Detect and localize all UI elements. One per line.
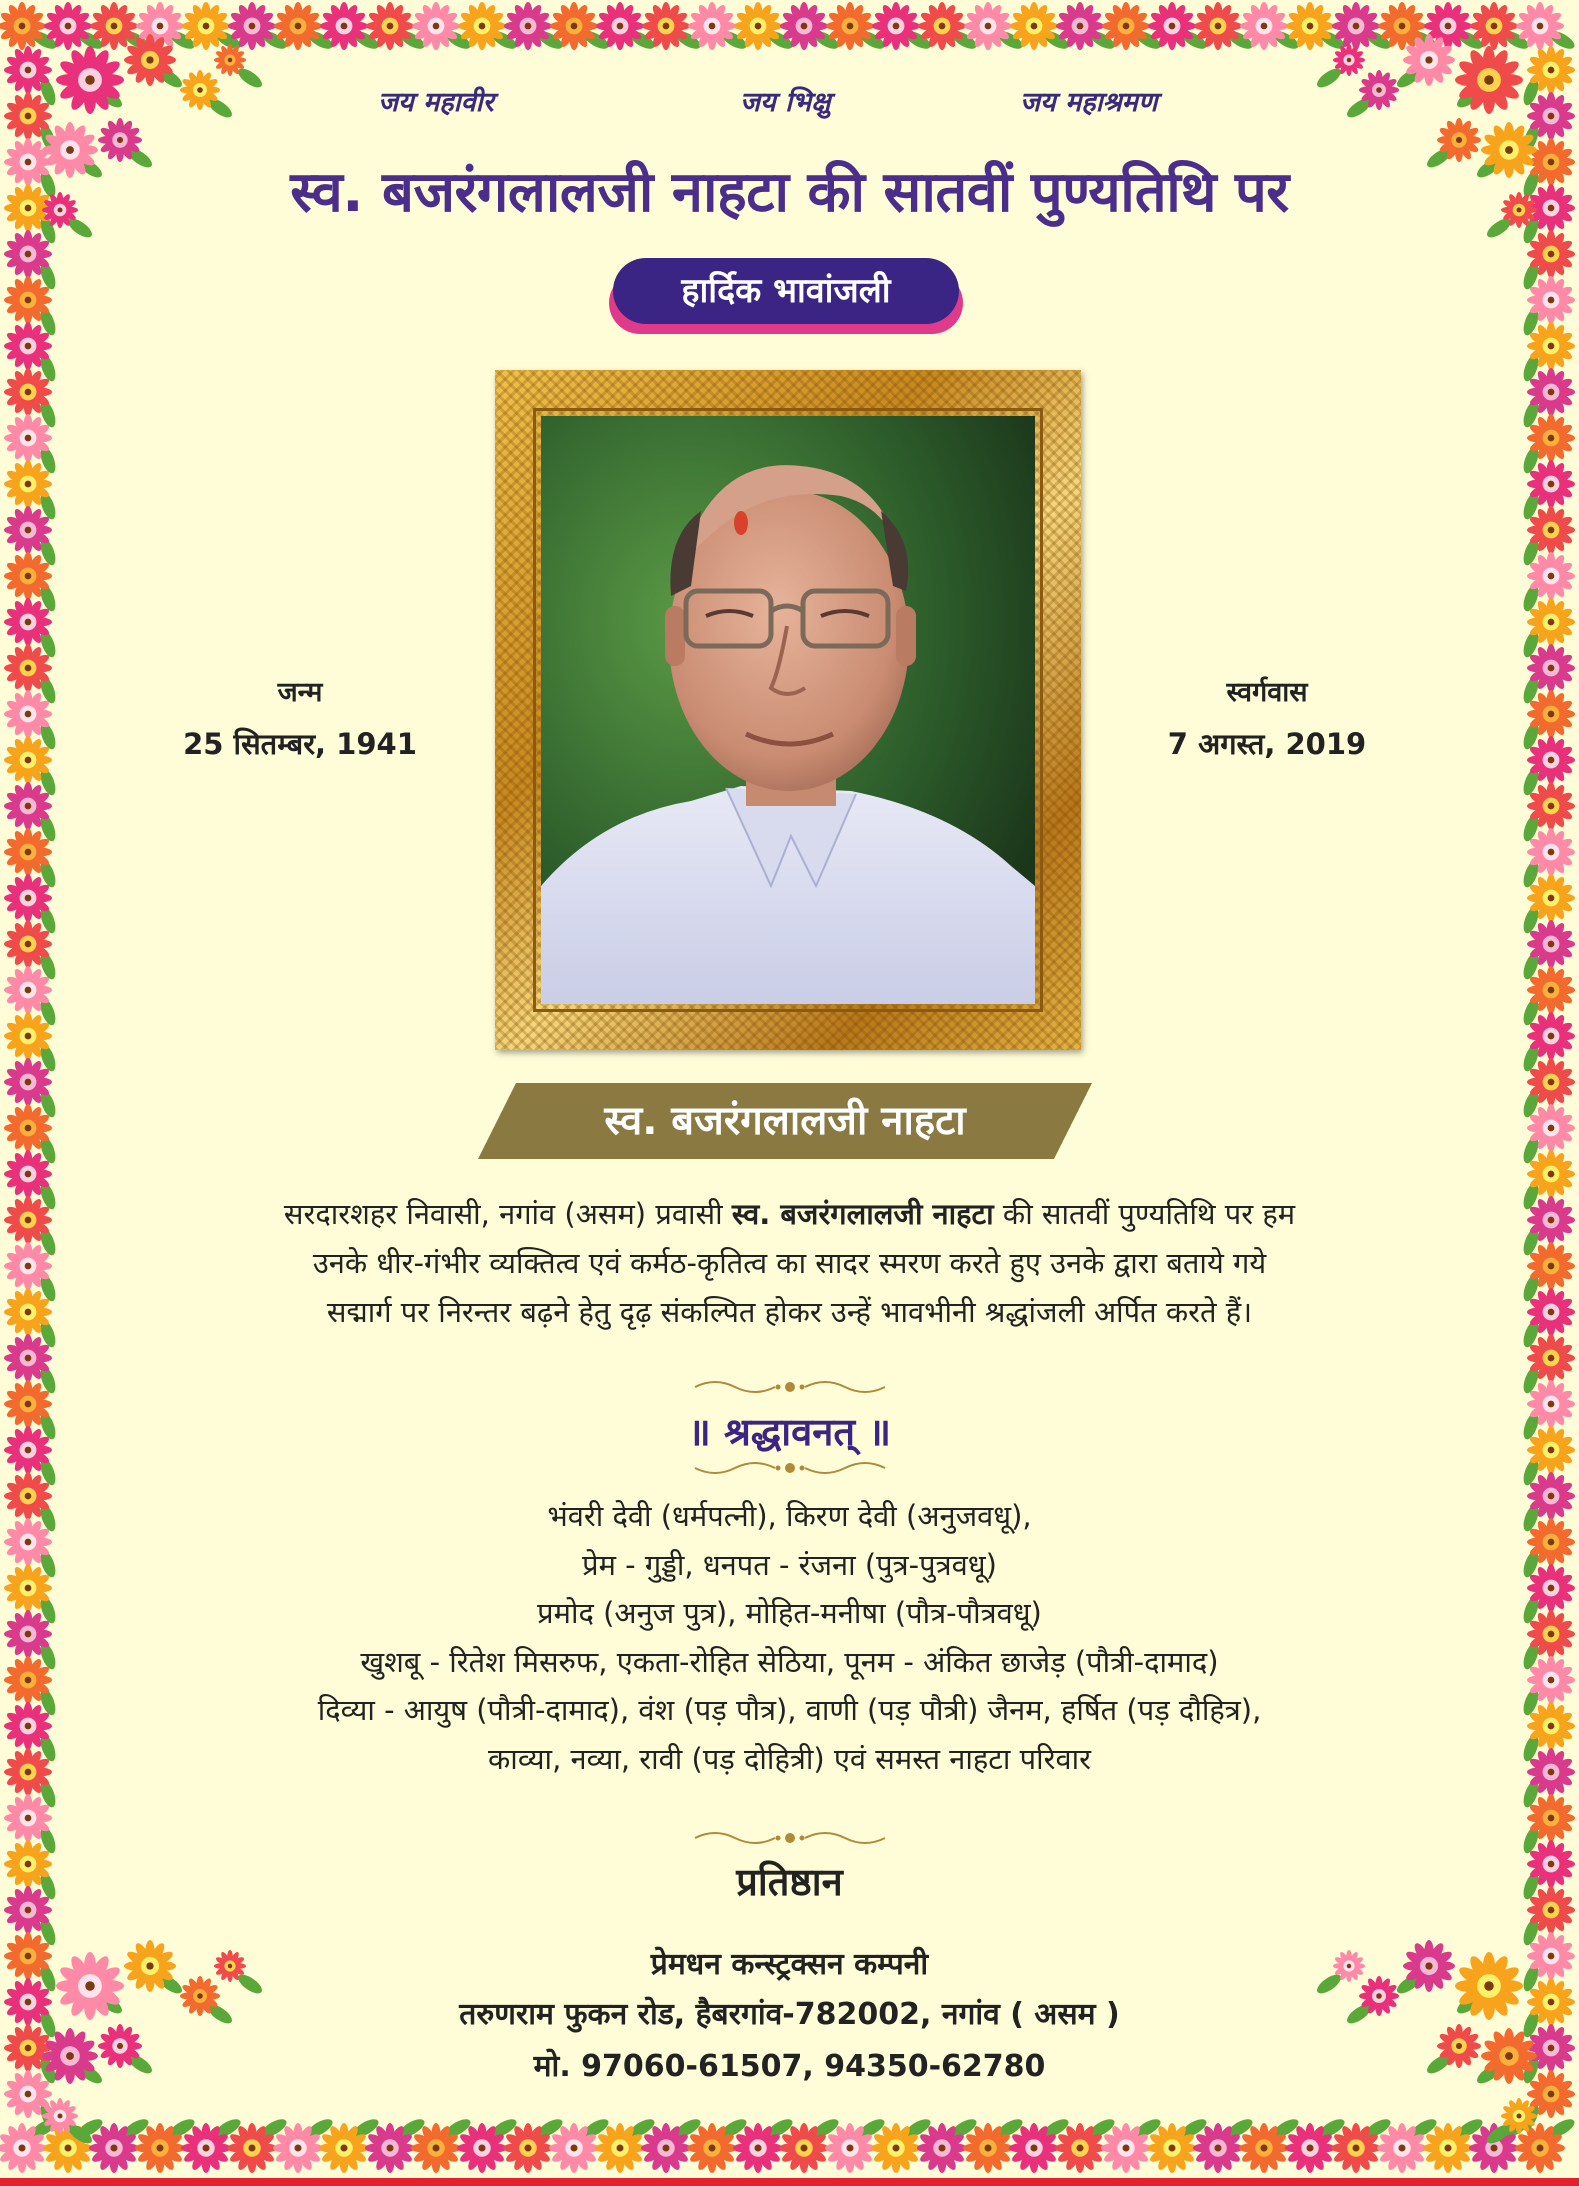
death-date: 7 अगस्त, 2019 [1167, 727, 1367, 761]
name-banner [478, 1083, 1092, 1159]
tribute-line-1 [160, 1190, 1419, 1239]
family-line: भंवरी देवी (धर्मपत्नी), किरण देवी (अनुजवधू), [547, 1499, 1032, 1533]
leaf-decoration [1314, 65, 1344, 91]
company-address: तरुणराम फुकन रोड, हैबरगांव-782002, नगांव ( असम ) [459, 1997, 1120, 2032]
company-phone: मो. 97060-61507, 94350-62780 [533, 2049, 1046, 2084]
badge-label: हार्दिक भावांजली [613, 258, 959, 324]
tribute-name-bold: स्व. बजरंगलालजी नाहटा [731, 1197, 994, 1231]
name-banner-label: स्व. बजरंगलालजी नाहटा [604, 1098, 966, 1144]
family-line: खुशबू - रितेश मिसरुफ, एकता-रोहित सेठिया, पूनम - अंकित छाजेड़ (पौत्री-दामाद) [360, 1644, 1219, 1679]
tribute-line-1-end: की सातवीं पुण्यतिथि पर हम [1002, 1197, 1296, 1231]
page-title: स्व. बजरंगलालजी नाहटा की सातवीं पुण्यतिथि पर [290, 160, 1289, 225]
jai-mahashraman: जय महाश्रमण [1020, 87, 1158, 118]
portrait-photo [541, 416, 1035, 1004]
pratishthan-heading: प्रतिष्ठान [736, 1860, 843, 1904]
company-name: प्रेमधन कन्स्ट्रक्सन कम्पनी [650, 1947, 929, 1982]
shraddhavanat-heading: ॥ श्रद्धावनत् ॥ [688, 1410, 891, 1454]
family-line: दिव्या - आयुष (पौत्री-दामाद), वंश (पड़ पौत्र), वाणी (पड़ पौत्री) जैनम, हर्षित (पड़ दौहित्र), [317, 1693, 1262, 1727]
jai-bhikshu: जय भिक्षु [740, 87, 831, 118]
ornamental-divider [690, 1828, 890, 1848]
ornamental-divider [690, 1377, 890, 1397]
tribute-line-1-start: सरदारशहर निवासी, नगांव (असम) प्रवासी [283, 1197, 723, 1231]
tribute-line-3: सद्मार्ग पर निरन्तर बढ़ने हेतु दृढ़ संकल्पित होकर उन्हें भावभीनी श्रद्धांजली अर्पित करते हैं। [326, 1295, 1253, 1329]
death-label: स्वर्गवास [1226, 677, 1308, 708]
floral-border-left [0, 0, 58, 2180]
jai-mahaveer: जय महावीर [378, 87, 494, 118]
tribute-line-2: उनके धीर-गंभीर व्यक्तित्व एवं कर्मठ-कृतित्व का सादर स्मरण करते हुए उनके द्वारा बताये गये [312, 1246, 1267, 1280]
birth-label: जन्म [277, 677, 323, 708]
leaf-decoration [235, 65, 265, 91]
family-line: काव्या, नव्या, रावी (पड़ दोहित्री) एवं समस्त नाहटा परिवार [488, 1741, 1091, 1776]
portrait-illustration [541, 416, 1035, 1004]
bottom-red-line [0, 2178, 1579, 2186]
family-list [180, 1492, 1399, 1783]
family-line: प्रेम - गुड्डी, धनपत - रंजना (पुत्र-पुत्रवधू) [582, 1547, 997, 1582]
photo-frame [495, 370, 1081, 1050]
ornamental-divider [690, 1458, 890, 1478]
birth-date: 25 सितम्बर, 1941 [183, 727, 417, 761]
tribute-paragraph [160, 1190, 1419, 1337]
floral-border-right [1521, 0, 1579, 2180]
hardik-bhavanjali-badge [609, 258, 963, 338]
family-line: प्रमोद (अनुज पुत्र), मोहित-मनीषा (पौत्र-पौत्रवधू) [537, 1596, 1042, 1630]
